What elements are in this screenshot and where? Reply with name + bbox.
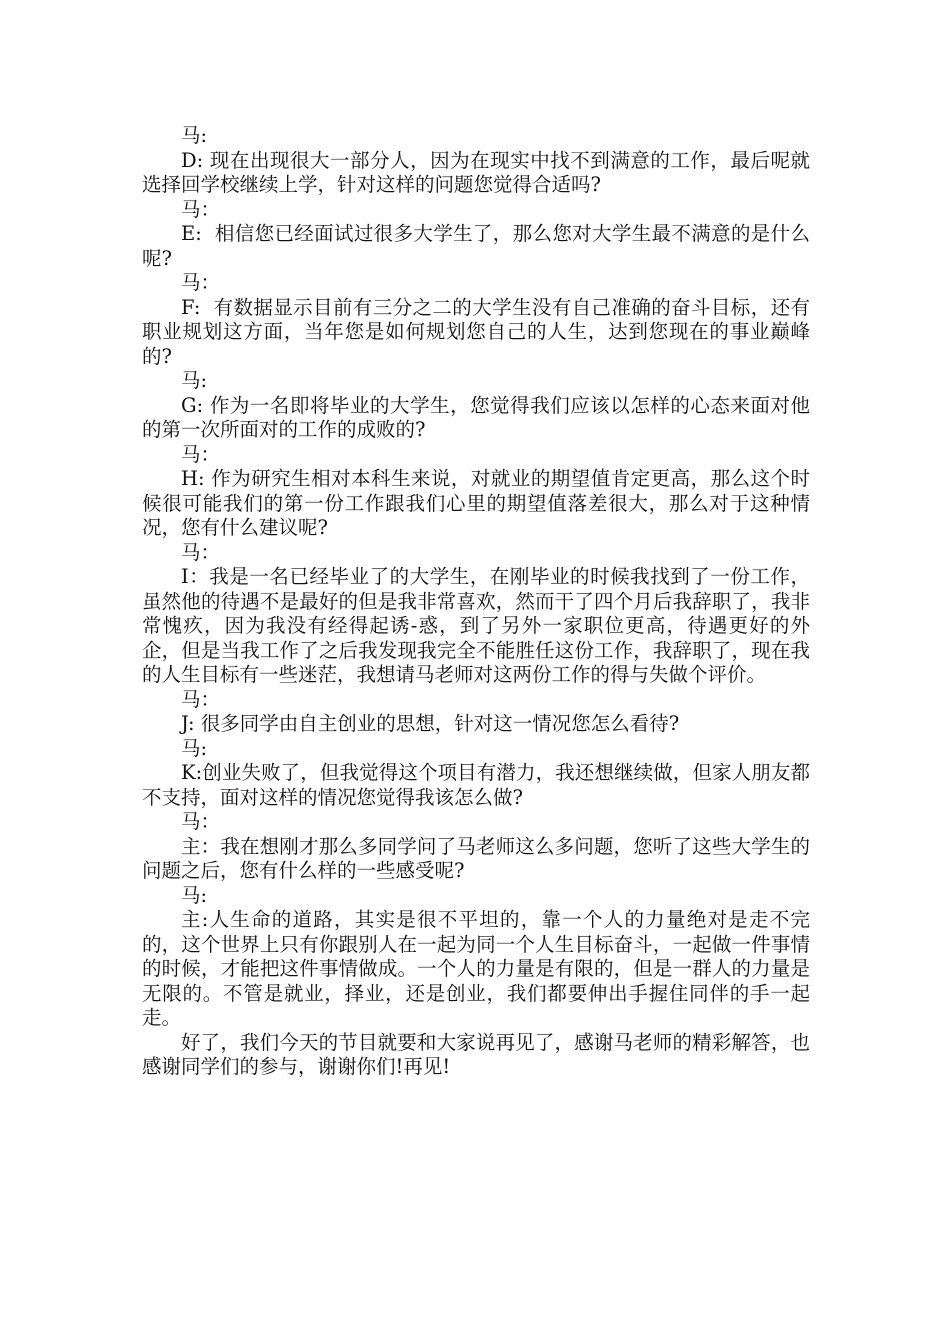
speaker-line-ma: 马: — [181, 369, 208, 392]
speaker-line-ma: 马: — [181, 736, 208, 760]
speaker-line-ma: 马: — [181, 883, 208, 907]
speaker-line-ma: 马： — [181, 810, 221, 833]
question-d: D: 现在出现很大一部分人，因为在现实中找不到满意的工作，最后呢就选择回学校继续上学，针对这样的问题您觉得合适吗? — [142, 148, 810, 196]
closing-paragraph: 好了，我们今天的节目就要和大家说再见了，感谢马老师的精彩解答，也感谢同学们的参与，谢谢你们!再见! — [142, 1030, 810, 1078]
host-remarks: 主:人生命的道路，其实是很不平坦的，靠一个人的力量绝对是走不完的，这个世界上只有你跟别人在一起为同一个人生目标奋斗，一起做一件事情的时候，才能把这件事情做成。一个人的力量是有限的，但是一群人的力量是无限的。不管是就业，择业，还是创业，我们都要伸出手握住同伴的手一起走。 — [142, 908, 810, 1029]
speaker-line-ma: 马： — [181, 271, 221, 294]
speaker-line-ma: 马： — [181, 197, 221, 221]
speaker-line-ma: 马： — [181, 540, 221, 564]
question-h: H: 作为研究生相对本科生来说，对就业的期望值肯定更高，那么这个时候很可能我们的第一份工作跟我们心里的期望值落差很大，那么对于这种情况，您有什么建议呢? — [142, 467, 810, 539]
question-e: E: 相信您已经面试过很多大学生了，那么您对大学生最不满意的是什么呢? — [142, 222, 810, 270]
question-g: G: 作为一名即将毕业的大学生，您觉得我们应该以怎样的心态来面对他的第一次所面对的工作的成败的? — [142, 393, 810, 441]
question-f: F: 有数据显示目前有三分之二的大学生没有自己准确的奋斗目标，还有职业规划这方面，当年您是如何规划您自己的人生，达到您现在的事业巅峰的? — [142, 295, 810, 368]
question-i: I：我是一名已经毕业了的大学生，在刚毕业的时候我找到了一份工作，虽然他的待遇不是最好的但是我非常喜欢，然而干了四个月后我辞职了，我非常愧疚，因为我没有经得起诱-惑，到了另外一家职位更高，待遇更好的外企，但是当我工作了之后我发现我完全不能胜任这份工作，我辞职了，现在我的人生目标有一些迷茫，我想请马老师对这两份工作的得与失做个评价。 — [142, 565, 810, 686]
speaker-line-ma: 马: — [181, 124, 208, 147]
speaker-line-ma: 马： — [181, 442, 221, 466]
speaker-line-ma: 马： — [181, 687, 221, 711]
host-question: 主：我在想刚才那么多同学问了马老师这么多问题，您听了这些大学生的问题之后，您有什么样的一些感受呢? — [142, 834, 810, 882]
question-k: K:创业失败了，但我觉得这个项目有潜力，我还想继续做，但家人朋友都不支持，面对这样的情况您觉得我该怎么做? — [142, 761, 810, 809]
document-body — [142, 124, 810, 1080]
question-j: J: 很多同学由自主创业的思想，针对这一情况您怎么看待? — [181, 712, 680, 735]
